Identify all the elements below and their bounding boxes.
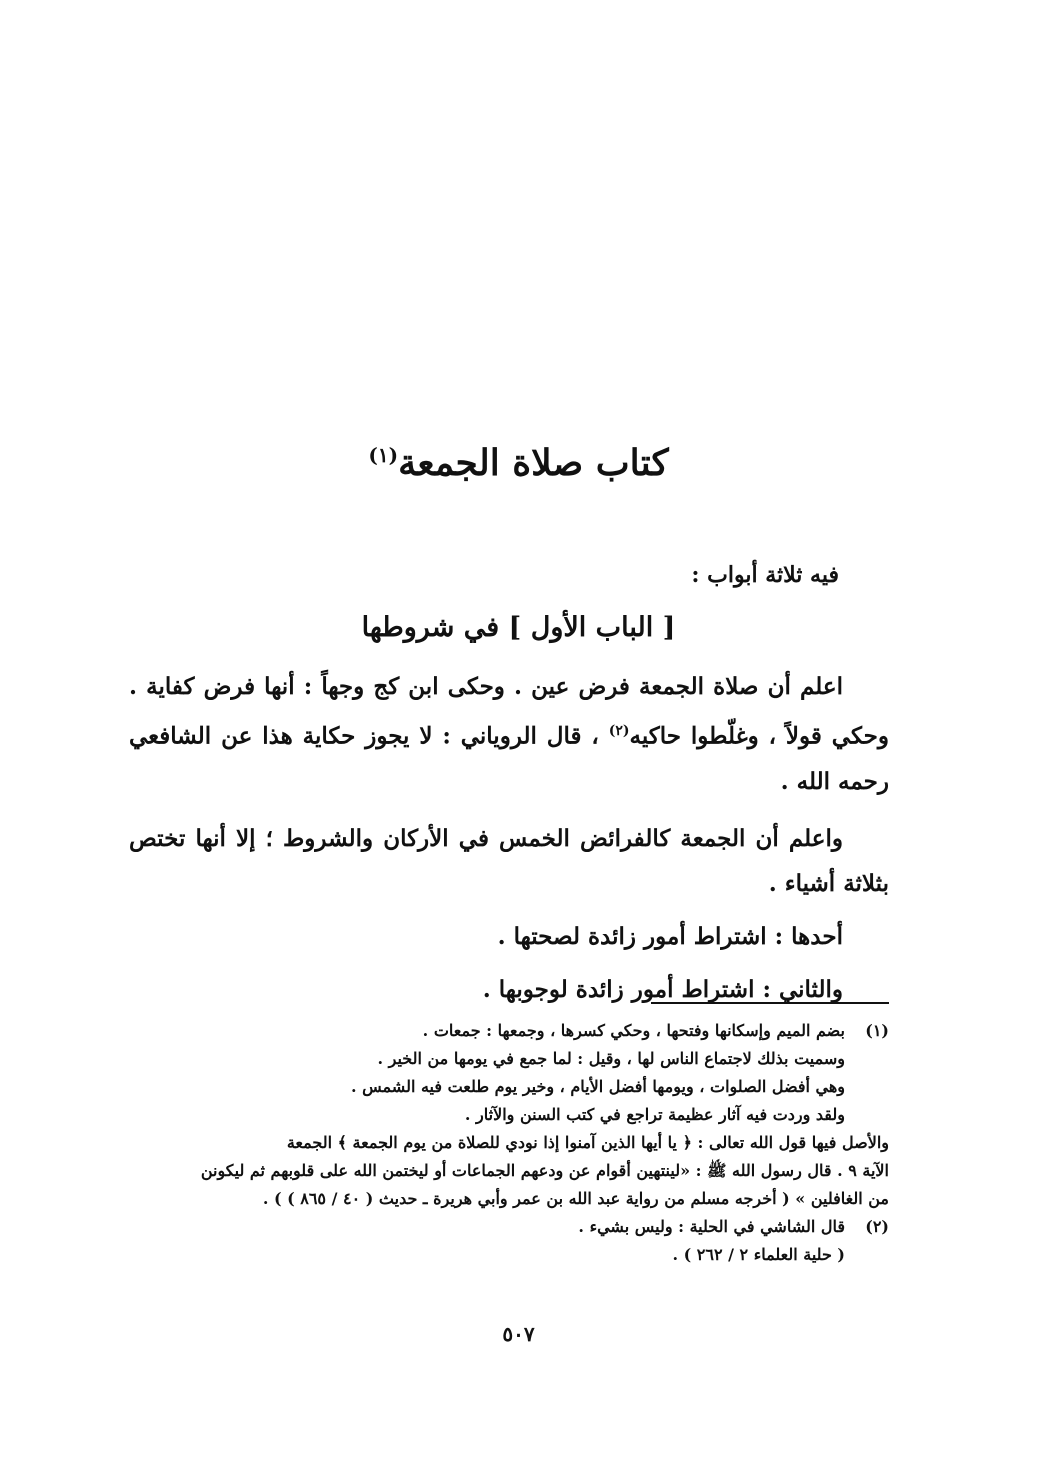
footnote-line: بضم الميم وإسكانها وفتحها ، وحكي كسرها ، وجمعها : جمعات .	[422, 1021, 845, 1040]
footnote-line: وسميت بذلك لاجتماع الناس لها ، وقيل : لما جمع في يومها من الخير .	[377, 1049, 845, 1068]
paragraph-1-part-a: اعلم أن صلاة الجمعة فرض عين . وحكى ابن كج وجهاً : أنها فرض كفاية . وحكي قولاً ، وغلّطوا حاكيه	[129, 673, 890, 750]
footnote-body	[129, 1213, 845, 1269]
footnote-number: (٢)	[865, 1217, 889, 1236]
footnote-1-continuation	[129, 1129, 889, 1213]
footnote-body	[129, 1017, 845, 1129]
intro-line: فيه ثلاثة أبواب :	[691, 562, 839, 588]
footnote-line: وهي أفضل الصلوات ، ويومها أفضل الأيام ، وخير يوم طلعت فيه الشمس .	[351, 1077, 845, 1096]
footnote-line: والأصل فيها قول الله تعالى : ﴿ يا أيها الذين آمنوا إذا نودي للصلاة من يوم الجمعة ﴾ الجمعة	[286, 1133, 889, 1152]
footnote-line: من الغافلين » ( أخرجه مسلم من رواية عبد الله بن عمر وأبي هريرة ـ حديث ( ٤٠ / ٨٦٥ ) ) .	[262, 1189, 889, 1208]
footnotes	[129, 1017, 889, 1269]
footnote-divider	[651, 1002, 889, 1004]
paragraph-2: واعلم أن الجمعة كالفرائض الخمس في الأركان والشروط ؛ إلا أنها تختص بثلاثة أشياء .	[129, 824, 889, 897]
footnote-line: ولقد وردت فيه آثار عظيمة تراجع في كتب السنن والآثار .	[464, 1105, 845, 1124]
footnote-line: قال الشاشي في الحلية : وليس بشيء .	[578, 1217, 845, 1236]
footnote-line: الآية ٩ . قال رسول الله ﷺ : «لينتهين أقوام عن ودعهم الجماعات أو ليختمن الله على قلوبهم ثم ليكونن	[200, 1161, 889, 1180]
main-text	[129, 664, 889, 1012]
footnote-1	[129, 1017, 889, 1129]
paragraph-1	[129, 664, 889, 804]
footnote-line: ( حلية العلماء ٢ / ٢٦٢ ) .	[672, 1245, 845, 1264]
paragraph-3: أحدها : اشتراط أمور زائدة لصحتها .	[497, 922, 843, 950]
footnote-number: (١)	[865, 1021, 889, 1040]
page-number: ٥٠٧	[502, 1322, 535, 1346]
paragraph-4: والثاني : اشتراط أمور زائدة لوجوبها .	[482, 975, 843, 1003]
paragraph-1-part-b: ، قال الروياني : لا يجوز حكاية هذا عن الشافعي رحمه الله .	[129, 722, 889, 795]
book-title-text: كتاب صلاة الجمعة	[398, 442, 669, 484]
book-title	[0, 440, 1037, 487]
footnote-ref-2: (٢)	[608, 723, 630, 739]
book-title-footnote-ref: (١)	[368, 443, 399, 467]
footnote-2	[129, 1213, 889, 1269]
chapter-title: [ الباب الأول ] في شروطها	[361, 612, 676, 643]
